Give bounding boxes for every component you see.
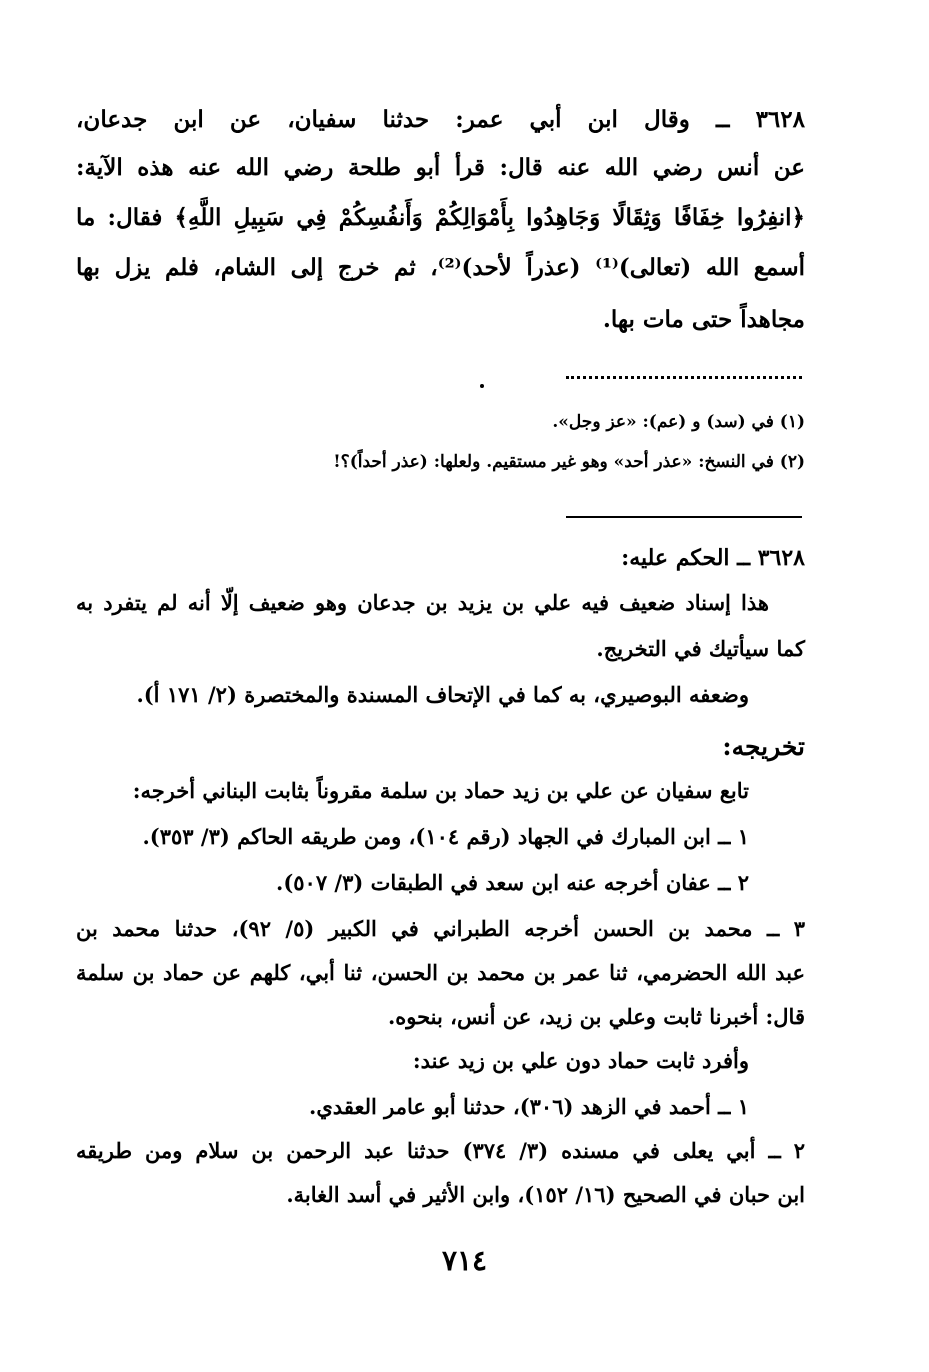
main-text-line-5: مجاهداً حتى مات بها. [602,306,805,333]
takhrij-line-10: ابن حبان في الصحيح (١٦/ ١٥٢)، وابن الأثير في أسد الغابة. [286,1182,805,1207]
takhrij-line-7: وأفرد ثابت حماد دون علي بن زيد عند: [412,1048,749,1073]
footnote-2: (٢) في النسخ: «عذر أحد» وهو غير مستقيم. ولعلها: (عذر أحداً)؟! [333,452,805,472]
ruling-line-2: كما سيأتيك في التخريج. [596,636,805,661]
takhrij-line-2: ١ ــ ابن المبارك في الجهاد (رقم ١٠٤)، ومن طريقه الحاكم (٣/ ٣٥٣). [142,824,749,849]
section-divider [566,516,802,518]
footnote-separator [566,372,802,379]
main-text-line-3: ﴿انفِرُوا خِفَافًا وَثِقَالًا وَجَاهِدُوا بِأَمْوَالِكُمْ وَأَنفُسِكُمْ فِي سَبِيلِ اللَّهِ﴾ فقال: ما [76,204,805,231]
takhrij-line-1: تابع سفيان عن علي بن زيد حماد بن سلمة مقروناً بثابت البناني أخرجه: [132,778,749,803]
page-number: ٧١٤ [441,1244,488,1277]
ruling-heading: ٣٦٢٨ ــ الحكم عليه: [621,545,805,571]
separator-dot [480,384,484,388]
ruling-line-3: وضعفه البوصيري، به كما في الإتحاف المسندة والمختصرة (٢/ ١٧١ أ). [136,682,749,707]
main-text-line-2: عن أنس رضي الله عنه قال: قرأ أبو طلحة رضي الله عنه هذه الآية: [76,154,805,181]
main-text-line-1: ٣٦٢٨ ــ وقال ابن أبي عمر: حدثنا سفيان، عن ابن جدعان، [76,106,805,133]
takhrij-line-5: عبد الله الحضرمي، ثنا عمر بن محمد بن الحسن، ثنا أبي، كلهم عن حماد بن سلمة [76,960,805,985]
main-text-line-4: أسمع الله (تعالى)⁽¹⁾ (عذراً لأحد)⁽²⁾، ثم خرج إلى الشام، فلم يزل بها [76,254,805,281]
takhrij-line-4: ٣ ــ محمد بن الحسن أخرجه الطبراني في الكبير (٥/ ٩٢)، حدثنا محمد بن [76,916,805,941]
takhrij-line-8: ١ ــ أحمد في الزهد (٣٠٦)، حدثنا أبو عامر العقدي. [309,1094,749,1119]
footnote-1: (١) في (سد) و (عم): «عز وجل». [552,412,805,432]
takhrij-line-9: ٢ ــ أبي يعلى في مسنده (٣/ ٣٧٤) حدثنا عبد الرحمن بن سلام ومن طريقه [76,1138,805,1163]
takhrij-line-3: ٢ ــ عفان أخرجه عنه ابن سعد في الطبقات (٣/ ٥٠٧). [276,870,749,895]
takhrij-line-6: قال: أخبرنا ثابت وعلي بن زيد، عن أنس، بنحوه. [387,1004,805,1029]
ruling-line-1: هذا إسناد ضعيف فيه علي بن يزيد بن جدعان وهو ضعيف إلّا أنه لم يتفرد به [76,590,769,615]
takhrij-heading: تخريجه: [722,732,805,761]
